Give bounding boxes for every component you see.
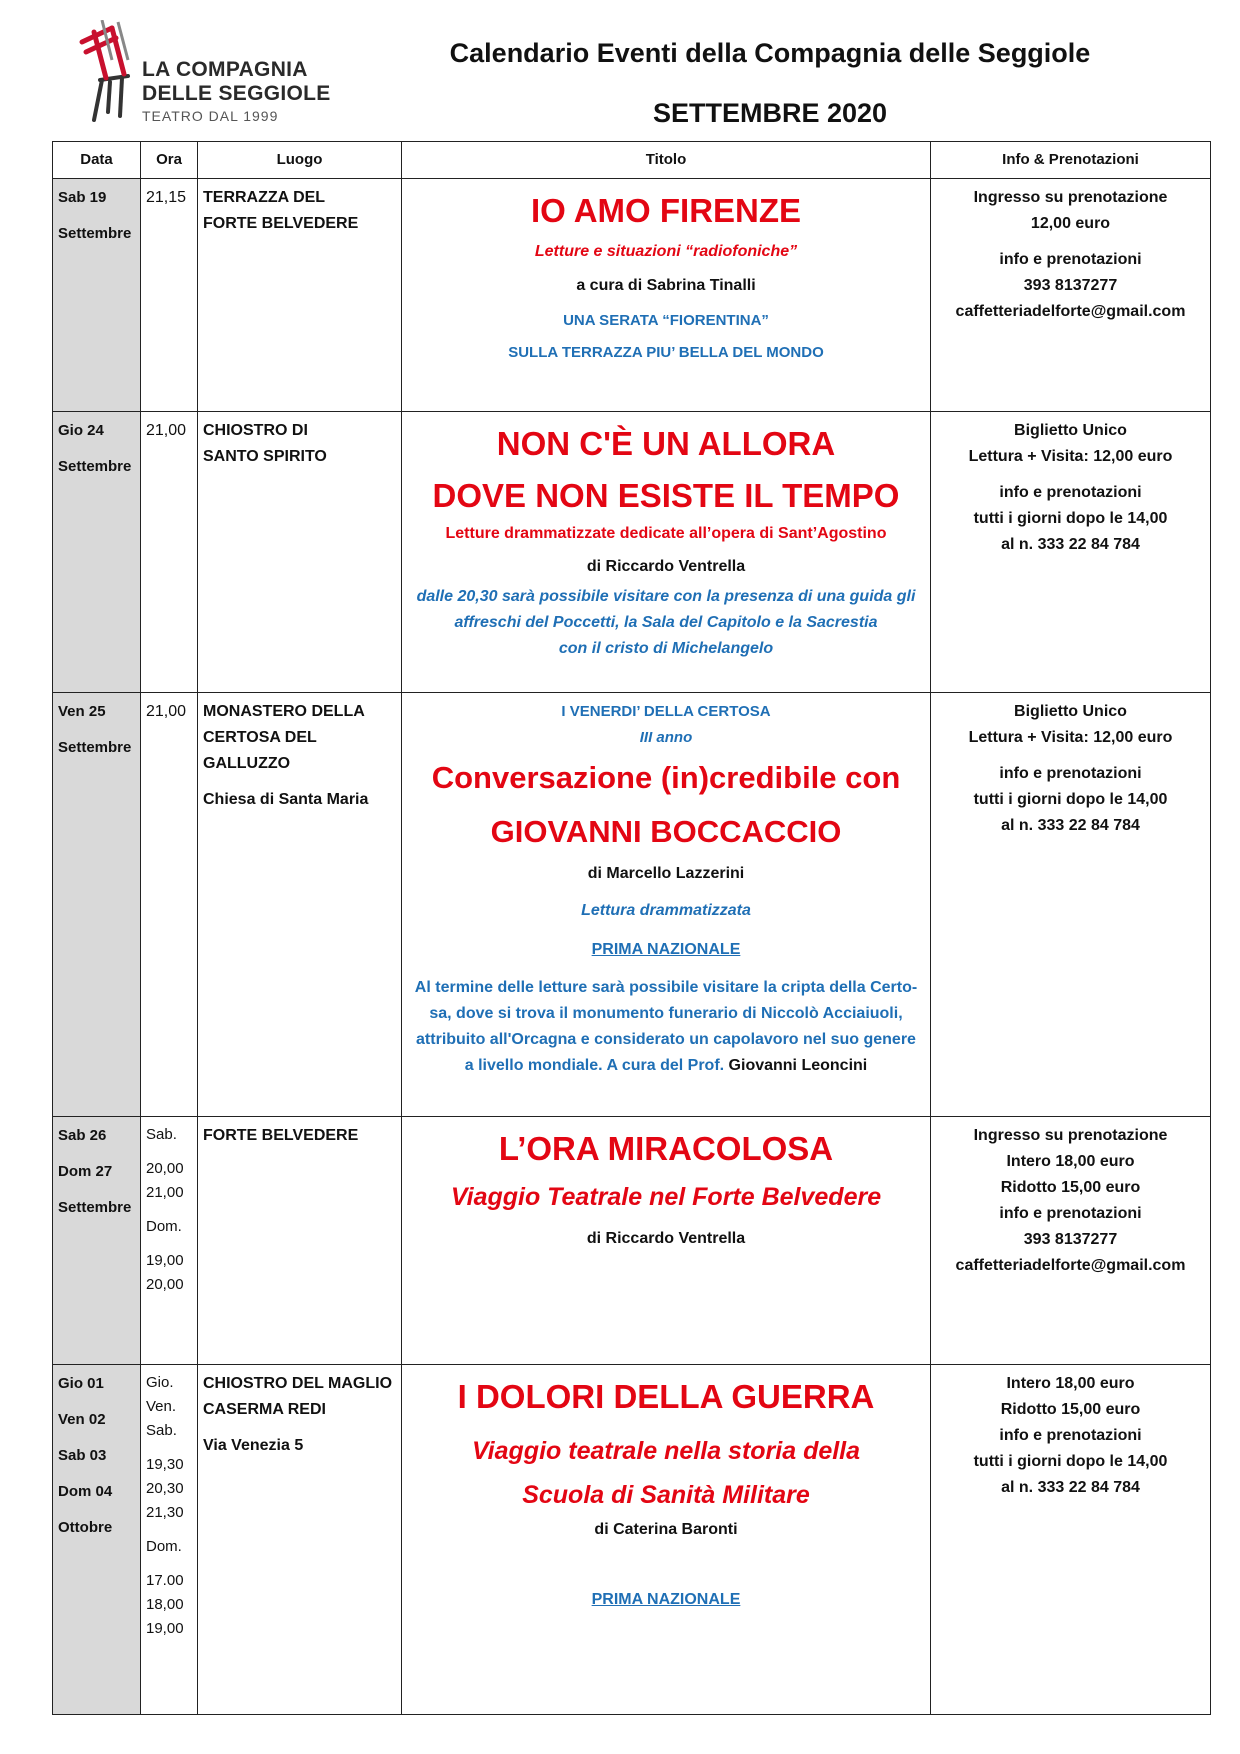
chair-logo-icon bbox=[72, 20, 142, 125]
event-author: di Marcello Lazzerini bbox=[587, 865, 745, 882]
info-line: Intero 18,00 euro bbox=[1006, 1153, 1135, 1170]
prima-nazionale-link[interactable]: PRIMA NAZIONALE bbox=[591, 1591, 741, 1608]
event-time bbox=[141, 412, 198, 693]
page-subtitle-month: SETTEMBRE 2020 bbox=[652, 98, 888, 128]
time-line: Dom. bbox=[146, 1218, 182, 1235]
event-title-line: Conversazione (in)credibile con bbox=[431, 760, 901, 795]
event-subtitle: Viaggio Teatrale nel Forte Belvedere bbox=[450, 1183, 882, 1211]
time-line: 21,15 bbox=[146, 189, 187, 206]
col-header-data: Data bbox=[53, 142, 141, 179]
place-line: FORTE BELVEDERE bbox=[203, 215, 359, 232]
place-line: CHIOSTRO DI bbox=[203, 422, 308, 439]
col-header-titolo: Titolo bbox=[402, 142, 931, 179]
place-line: CERTOSA DEL GALLUZZO bbox=[203, 729, 317, 772]
prima-nazionale-link[interactable]: PRIMA NAZIONALE bbox=[591, 941, 741, 958]
time-line: 19,00 bbox=[146, 1252, 184, 1269]
table-row bbox=[53, 412, 1211, 693]
info-phone: 393 8137277 bbox=[1023, 1231, 1118, 1248]
info-line: info e prenotazioni bbox=[999, 1427, 1142, 1444]
page-title: Calendario Eventi della Compagnia delle Seggiole bbox=[449, 38, 1091, 68]
event-date bbox=[53, 179, 141, 412]
event-note: SULLA TERRAZZA PIU’ BELLA DEL MONDO bbox=[508, 344, 824, 361]
date-line: Sab 19 bbox=[58, 189, 107, 206]
event-note: sa, dove si trova il monumento funerario di Niccolò Acciaiuoli, bbox=[429, 1005, 903, 1022]
event-title-cell bbox=[402, 693, 931, 1117]
event-place bbox=[198, 412, 402, 693]
event-subtitle-line: Scuola di Sanità Militare bbox=[522, 1481, 810, 1509]
info-line: tutti i giorni dopo le 14,00 bbox=[973, 1453, 1168, 1470]
info-line: Ridotto 15,00 euro bbox=[1000, 1401, 1141, 1418]
date-line: Sab 03 bbox=[58, 1447, 107, 1464]
time-line: 19,30 bbox=[146, 1456, 184, 1473]
event-title-cell bbox=[402, 1117, 931, 1365]
event-subtitle-line: Viaggio teatrale nella storia della bbox=[471, 1437, 861, 1465]
table-row bbox=[53, 1365, 1211, 1715]
event-subtitle: Letture drammatizzate dedicate all’opera di Sant’Agostino bbox=[445, 525, 887, 542]
date-line: Ven 02 bbox=[58, 1411, 106, 1428]
info-line: tutti i giorni dopo le 14,00 bbox=[973, 510, 1168, 527]
info-phone: al n. 333 22 84 784 bbox=[1001, 1479, 1140, 1496]
date-line: Settembre bbox=[58, 1199, 132, 1216]
logo-line-1: LA COMPAGNIA bbox=[142, 58, 308, 81]
event-title: L’ORA MIRACOLOSA bbox=[498, 1130, 834, 1167]
events-table bbox=[52, 141, 1211, 1715]
info-line: info e prenotazioni bbox=[999, 251, 1142, 268]
event-note: con il cristo di Michelangelo bbox=[558, 640, 774, 657]
info-line: 12,00 euro bbox=[1030, 215, 1111, 232]
info-line: info e prenotazioni bbox=[999, 1205, 1142, 1222]
table-row bbox=[53, 693, 1211, 1117]
info-line: Lettura + Visita: 12,00 euro bbox=[968, 729, 1173, 746]
date-line: Gio 01 bbox=[58, 1375, 104, 1392]
table-row bbox=[53, 1117, 1211, 1365]
event-time bbox=[141, 1117, 198, 1365]
time-line: 18,00 bbox=[146, 1596, 184, 1613]
event-info bbox=[931, 179, 1211, 412]
info-email-link[interactable]: caffetteriadelforte@gmail.com bbox=[955, 303, 1186, 320]
time-line: 21,00 bbox=[146, 703, 187, 720]
event-info bbox=[931, 1365, 1211, 1715]
event-date bbox=[53, 693, 141, 1117]
event-title-cell bbox=[402, 1365, 931, 1715]
time-line: 21,00 bbox=[146, 422, 187, 439]
info-line: Ingresso su prenotazione bbox=[973, 189, 1168, 206]
event-place bbox=[198, 1365, 402, 1715]
event-note: affreschi del Poccetti, la Sala del Capitolo e la Sacrestia bbox=[454, 614, 878, 631]
info-line: Ridotto 15,00 euro bbox=[1000, 1179, 1141, 1196]
event-info bbox=[931, 693, 1211, 1117]
place-line: SANTO SPIRITO bbox=[203, 448, 327, 465]
time-line: 20,30 bbox=[146, 1480, 184, 1497]
time-line: Gio. bbox=[146, 1374, 174, 1391]
date-line: Ottobre bbox=[58, 1519, 113, 1536]
info-line: Biglietto Unico bbox=[1014, 703, 1127, 720]
event-author: di Caterina Baronti bbox=[594, 1521, 738, 1538]
info-phone: al n. 333 22 84 784 bbox=[1001, 817, 1140, 834]
logo-tagline: TEATRO DAL 1999 bbox=[142, 108, 279, 124]
date-line: Settembre bbox=[58, 225, 132, 242]
table-header-row bbox=[53, 142, 1211, 179]
time-line: 17.00 bbox=[146, 1572, 184, 1589]
event-place bbox=[198, 1117, 402, 1365]
event-date bbox=[53, 412, 141, 693]
event-author: di Riccardo Ventrella bbox=[586, 1230, 746, 1247]
event-title: IO AMO FIRENZE bbox=[530, 192, 802, 229]
time-line: Sab. bbox=[146, 1422, 177, 1439]
event-date bbox=[53, 1365, 141, 1715]
event-kicker: III anno bbox=[639, 729, 693, 746]
event-place bbox=[198, 179, 402, 412]
info-line: Ingresso su prenotazione bbox=[973, 1127, 1168, 1144]
date-line: Ven 25 bbox=[58, 703, 106, 720]
event-note: UNA SERATA “FIORENTINA” bbox=[563, 312, 769, 329]
time-line: 21,30 bbox=[146, 1504, 184, 1521]
place-line: MONASTERO DELLA bbox=[203, 703, 365, 720]
info-line: Biglietto Unico bbox=[1014, 422, 1127, 439]
col-header-info: Info & Prenotazioni bbox=[931, 142, 1211, 179]
place-line: FORTE BELVEDERE bbox=[203, 1127, 359, 1144]
company-logo bbox=[50, 20, 340, 135]
event-title-line: NON C'È UN ALLORA bbox=[496, 425, 836, 462]
event-curator: Giovanni Leoncini bbox=[728, 1057, 868, 1074]
place-line: CASERMA REDI bbox=[203, 1401, 326, 1418]
event-time bbox=[141, 693, 198, 1117]
info-line: tutti i giorni dopo le 14,00 bbox=[973, 791, 1168, 808]
event-note: a livello mondiale. A cura del Prof. bbox=[464, 1057, 725, 1074]
time-line: Ven. bbox=[146, 1398, 177, 1415]
event-title-line: DOVE NON ESISTE IL TEMPO bbox=[432, 477, 900, 514]
event-author: a cura di Sabrina Tinalli bbox=[576, 277, 756, 294]
time-line: 20,00 bbox=[146, 1276, 184, 1293]
event-note-last bbox=[412, 1053, 920, 1079]
event-title-cell bbox=[402, 412, 931, 693]
col-header-luogo: Luogo bbox=[198, 142, 402, 179]
info-line: Intero 18,00 euro bbox=[1006, 1375, 1135, 1392]
event-info bbox=[931, 1117, 1211, 1365]
date-line: Dom 04 bbox=[58, 1483, 113, 1500]
event-note: dalle 20,30 sarà possibile visitare con la presenza di una guida gli bbox=[416, 588, 916, 605]
event-author: di Riccardo Ventrella bbox=[586, 558, 746, 575]
date-line: Settembre bbox=[58, 739, 132, 756]
place-line: TERRAZZA DEL bbox=[203, 189, 326, 206]
col-header-ora: Ora bbox=[141, 142, 198, 179]
event-title: I DOLORI DELLA GUERRA bbox=[457, 1378, 875, 1415]
time-line: 19,00 bbox=[146, 1620, 184, 1637]
date-line: Settembre bbox=[58, 458, 132, 475]
time-line: Sab. bbox=[146, 1126, 177, 1143]
event-place bbox=[198, 693, 402, 1117]
event-info bbox=[931, 412, 1211, 693]
event-title-line: GIOVANNI BOCCACCIO bbox=[490, 814, 842, 849]
event-note: Al termine delle letture sarà possibile visitare la cripta della Certo- bbox=[414, 979, 918, 996]
event-date bbox=[53, 1117, 141, 1365]
place-line: CHIOSTRO DEL MAGLIO bbox=[203, 1375, 393, 1392]
time-line: 21,00 bbox=[146, 1184, 184, 1201]
place-line: Chiesa di Santa Maria bbox=[203, 791, 369, 808]
event-kicker: I VENERDI’ DELLA CERTOSA bbox=[561, 703, 771, 720]
date-line: Dom 27 bbox=[58, 1163, 113, 1180]
time-line: Dom. bbox=[146, 1538, 182, 1555]
info-line: Lettura + Visita: 12,00 euro bbox=[968, 448, 1173, 465]
info-line: info e prenotazioni bbox=[999, 765, 1142, 782]
info-phone: al n. 333 22 84 784 bbox=[1001, 536, 1140, 553]
date-line: Gio 24 bbox=[58, 422, 104, 439]
time-line: 20,00 bbox=[146, 1160, 184, 1177]
table-row bbox=[53, 179, 1211, 412]
event-genre: Lettura drammatizzata bbox=[581, 902, 751, 919]
info-phone: 393 8137277 bbox=[1023, 277, 1118, 294]
info-line: info e prenotazioni bbox=[999, 484, 1142, 501]
logo-line-2: DELLE SEGGIOLE bbox=[142, 82, 331, 105]
event-title-cell bbox=[402, 179, 931, 412]
event-time bbox=[141, 179, 198, 412]
date-line: Sab 26 bbox=[58, 1127, 107, 1144]
event-note: attribuito all'Orcagna e considerato un capolavoro nel suo genere bbox=[416, 1031, 916, 1048]
event-time bbox=[141, 1365, 198, 1715]
info-email-link[interactable]: caffetteriadelforte@gmail.com bbox=[955, 1257, 1186, 1274]
event-subtitle: Letture e situazioni “radiofoniche” bbox=[534, 243, 798, 260]
place-line: Via Venezia 5 bbox=[203, 1437, 304, 1454]
